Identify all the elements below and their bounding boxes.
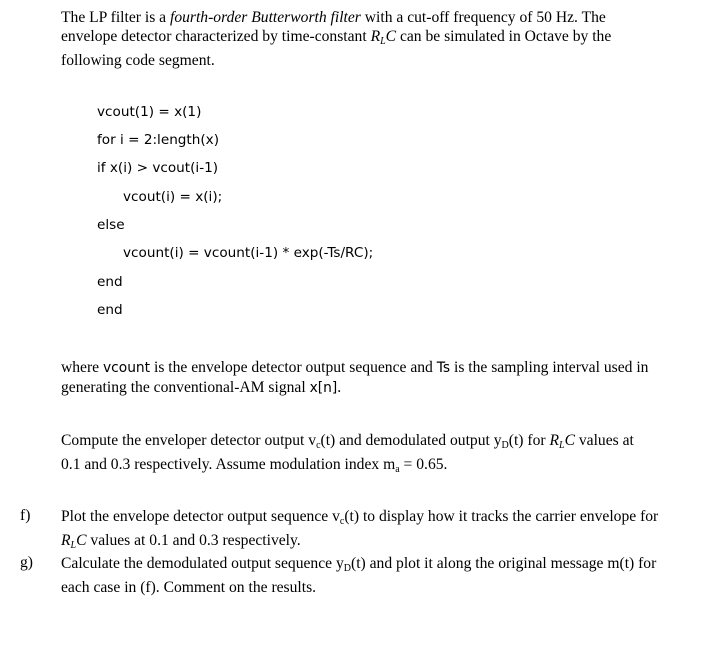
subscript: c	[339, 516, 345, 527]
var-subscript: L	[380, 36, 386, 47]
subscript: a	[395, 464, 400, 475]
inline-code-xn: x[n]	[309, 380, 338, 396]
compute-text: = 0.65.	[399, 456, 448, 473]
where-text: generating the conventional-AM signal	[61, 379, 310, 396]
subscript: c	[316, 440, 321, 451]
intro-paragraph	[61, 8, 611, 70]
where-line-2	[61, 378, 648, 398]
item-body	[61, 554, 656, 597]
where-text: is the envelope detector output sequence and	[150, 359, 437, 376]
subscript: D	[501, 440, 509, 451]
code-line: for i = 2:length(x)	[97, 132, 220, 148]
item-text: Calculate the demodulated output sequence y	[61, 555, 344, 572]
item-line-1	[61, 507, 658, 531]
compute-line-1	[61, 431, 634, 455]
compute-text: 0.1 and 0.3 respectively. Assume modulation index m	[61, 456, 396, 473]
var-r: R	[370, 28, 381, 45]
compute-text: (t) and demodulated output y	[320, 432, 502, 449]
intro-line-3: following code segment.	[61, 52, 215, 69]
code-line: end	[97, 274, 123, 290]
code-line: vcount(i) = vcount(i-1) * exp(-Ts/RC);	[123, 245, 374, 261]
where-text: is the sampling interval used in	[450, 359, 649, 376]
item-text: Plot the envelope detector output sequence v	[61, 508, 340, 525]
intro-text: The LP filter is a	[61, 9, 170, 26]
item-text: values at 0.1 and 0.3 respectively.	[86, 532, 301, 549]
var-r: R	[61, 532, 71, 549]
var-c: C	[76, 532, 87, 549]
intro-line-1	[61, 8, 611, 27]
intro-text: with a cut-off frequency of 50 Hz. The	[360, 9, 606, 26]
code-line: if x(i) > vcout(i-1)	[97, 160, 219, 176]
intro-line-2	[61, 27, 611, 51]
inline-code-vcount: vcount	[103, 360, 151, 376]
where-text: .	[337, 379, 342, 396]
code-line: end	[97, 302, 123, 318]
var-c: C	[564, 432, 575, 449]
subscript: D	[343, 563, 351, 574]
intro-text: envelope detector characterized by time-constant	[61, 28, 371, 45]
var-subscript: L	[559, 440, 565, 451]
compute-paragraph	[61, 431, 634, 479]
compute-text: (t) for	[508, 432, 550, 449]
item-text: (t) to display how it tracks the carrier envelope for	[344, 508, 659, 525]
compute-text: values at	[574, 432, 634, 449]
item-label: g)	[20, 554, 33, 571]
item-line-1	[61, 554, 656, 578]
item-line-2	[61, 531, 658, 555]
item-text: (t) and plot it along the original message m(t) for	[351, 555, 657, 572]
compute-text: Compute the enveloper detector output v	[61, 432, 317, 449]
where-text: where	[61, 359, 103, 376]
var-c: C	[385, 28, 397, 45]
inline-code-ts: Ts	[436, 360, 451, 376]
item-label: f)	[20, 507, 31, 524]
code-line: else	[97, 217, 125, 233]
where-line-1	[61, 358, 648, 378]
var-r: R	[549, 432, 560, 449]
code-line: vcout(i) = x(i);	[123, 189, 223, 205]
var-subscript: L	[70, 540, 77, 551]
filter-type-emphasis: fourth-order Butterworth filter	[169, 9, 361, 26]
compute-line-2	[61, 455, 634, 479]
intro-text: can be simulated in Octave by the	[396, 28, 612, 45]
code-line: vcout(1) = x(1)	[97, 104, 202, 120]
where-paragraph	[61, 358, 648, 398]
item-line-2: each case in (f). Comment on the results.	[61, 579, 317, 596]
item-body	[61, 507, 658, 555]
